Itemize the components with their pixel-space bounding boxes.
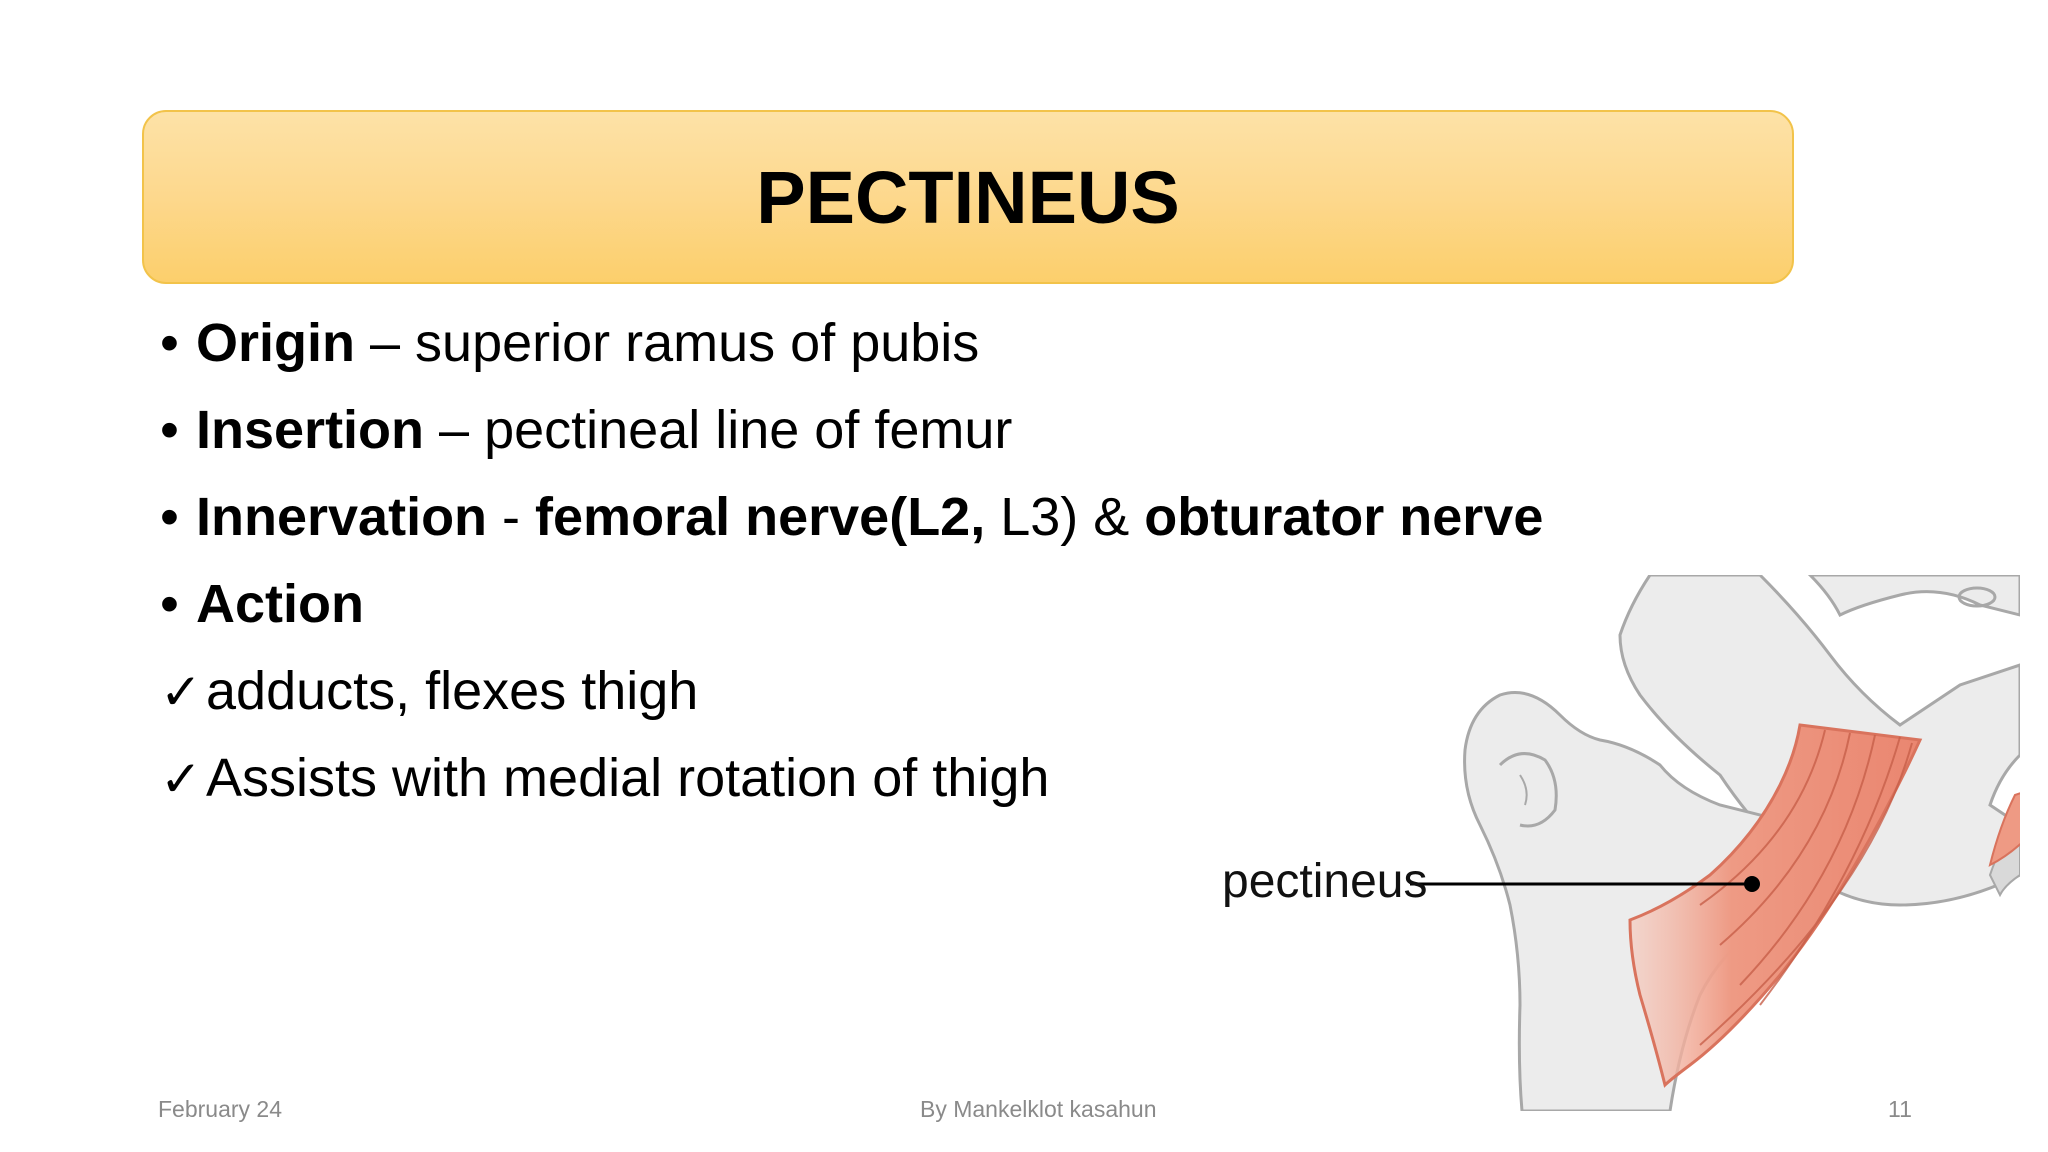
innervation-separator: - <box>487 487 536 547</box>
checkmark-icon: ✓ <box>160 750 202 808</box>
footer-date: February 24 <box>158 1096 283 1122</box>
obturator-nerve-text: obturator nerve <box>1144 487 1544 547</box>
origin-separator: – <box>355 313 416 373</box>
origin-text: superior ramus of pubis <box>415 313 980 373</box>
insertion-label: Insertion <box>196 400 425 460</box>
bullet-insertion <box>160 387 1660 474</box>
checkmark-icon: ✓ <box>160 663 202 721</box>
origin-label: Origin <box>196 313 355 373</box>
bullet-marker: • <box>160 487 179 547</box>
bullet-marker: • <box>160 400 179 460</box>
bullet-origin <box>160 300 1660 387</box>
pectineus-illustration <box>1200 575 2020 1111</box>
slide-title: PECTINEUS <box>756 155 1180 239</box>
label-pointer-dot <box>1744 876 1760 892</box>
insertion-text: pectineal line of femur <box>484 400 1013 460</box>
bullet-marker: • <box>160 313 179 373</box>
footer-author: By Mankelklot kasahun <box>920 1096 1157 1122</box>
insertion-separator: – <box>424 400 485 460</box>
figure-label: pectineus <box>1222 855 1428 908</box>
bullet-marker: • <box>160 574 179 634</box>
check-text: Assists with medial rotation of thigh <box>206 748 1050 808</box>
title-banner <box>142 110 1794 284</box>
femoral-nerve-text: femoral nerve(L2, <box>535 487 986 547</box>
bullet-innervation <box>160 474 1660 561</box>
check-text: adducts, flexes thigh <box>206 661 699 721</box>
footer-page-number: 11 <box>1888 1096 1912 1122</box>
innervation-middle-text: L3) & <box>985 487 1145 547</box>
action-label: Action <box>196 574 364 634</box>
innervation-label: Innervation <box>196 487 488 547</box>
